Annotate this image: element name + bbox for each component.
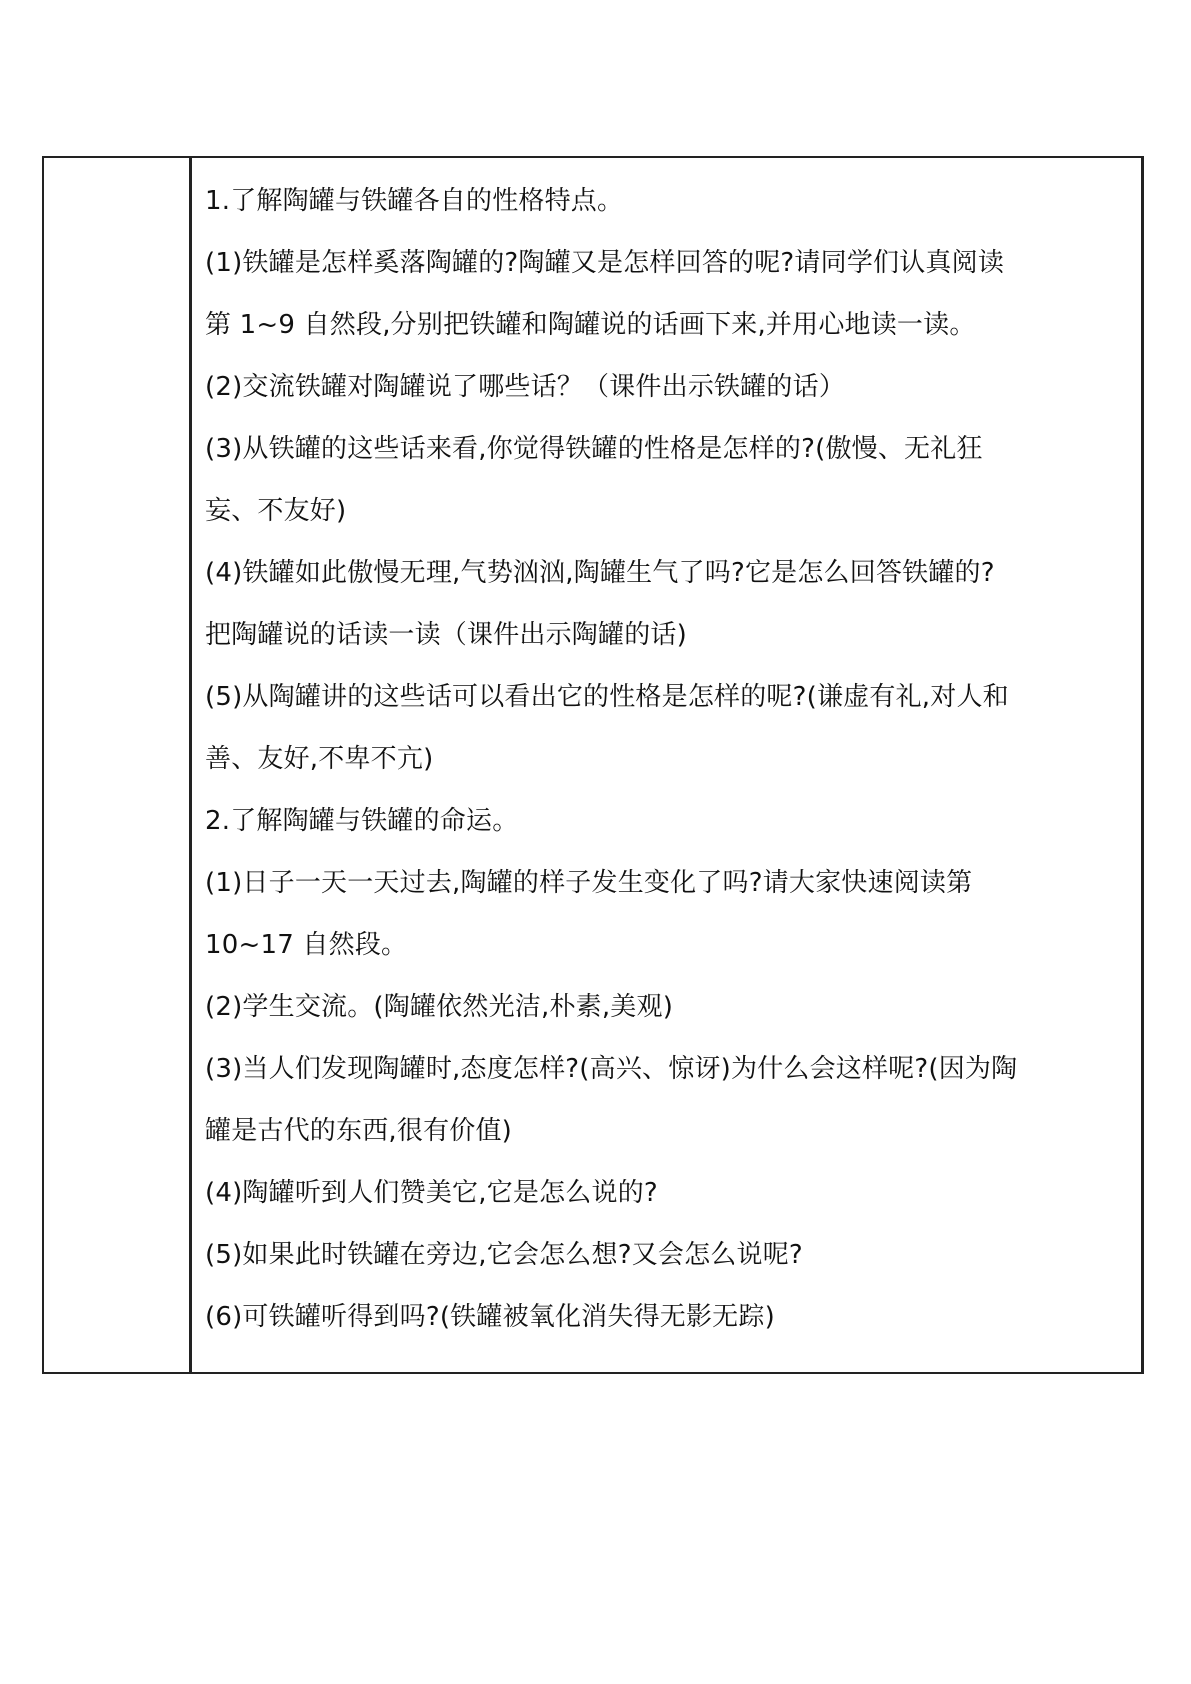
- content-line-14: (2)学生交流。(陶罐依然光洁,朴素,美观): [205, 992, 674, 1022]
- content-line-7: (4)铁罐如此傲慢无理,气势汹汹,陶罐生气了吗?它是怎么回答铁罐的?: [205, 558, 995, 588]
- content-line-19: (6)可铁罐听得到吗?(铁罐被氧化消失得无影无踪): [205, 1302, 775, 1332]
- content-line-15: (3)当人们发现陶罐时,态度怎样?(高兴、惊讶)为什么会这样呢?(因为陶: [205, 1054, 1018, 1084]
- content-line-8: 把陶罐说的话读一读（课件出示陶罐的话): [205, 620, 687, 650]
- content-line-16: 罐是古代的东西,很有价值): [205, 1116, 513, 1146]
- content-line-11: 2.了解陶罐与铁罐的命运。: [205, 806, 519, 836]
- content-line-17: (4)陶罐听到人们赞美它,它是怎么说的?: [205, 1178, 658, 1208]
- lesson-content-cell: [195, 158, 1141, 1372]
- content-line-13: 10~17 自然段。: [205, 930, 408, 960]
- content-line-6: 妄、不友好): [205, 496, 347, 526]
- content-line-10: 善、友好,不卑不亢): [205, 744, 434, 774]
- content-line-9: (5)从陶罐讲的这些话可以看出它的性格是怎样的呢?(谦虚有礼,对人和: [205, 682, 1009, 712]
- content-line-12: (1)日子一天一天过去,陶罐的样子发生变化了吗?请大家快速阅读第: [205, 868, 973, 898]
- content-line-5: (3)从铁罐的这些话来看,你觉得铁罐的性格是怎样的?(傲慢、无礼狂: [205, 434, 983, 464]
- content-line-3: 第 1~9 自然段,分别把铁罐和陶罐说的话画下来,并用心地读一读。: [205, 310, 976, 340]
- content-line-18: (5)如果此时铁罐在旁边,它会怎么想?又会怎么说呢?: [205, 1240, 803, 1270]
- content-line-2: (1)铁罐是怎样奚落陶罐的?陶罐又是怎样回答的呢?请同学们认真阅读: [205, 248, 1005, 278]
- content-line-4: (2)交流铁罐对陶罐说了哪些话？（课件出示铁罐的话）: [205, 372, 846, 402]
- empty-left-column-cell: [44, 158, 192, 1372]
- content-line-1: 1.了解陶罐与铁罐各自的性格特点。: [205, 186, 624, 216]
- lesson-table: [42, 156, 1144, 1374]
